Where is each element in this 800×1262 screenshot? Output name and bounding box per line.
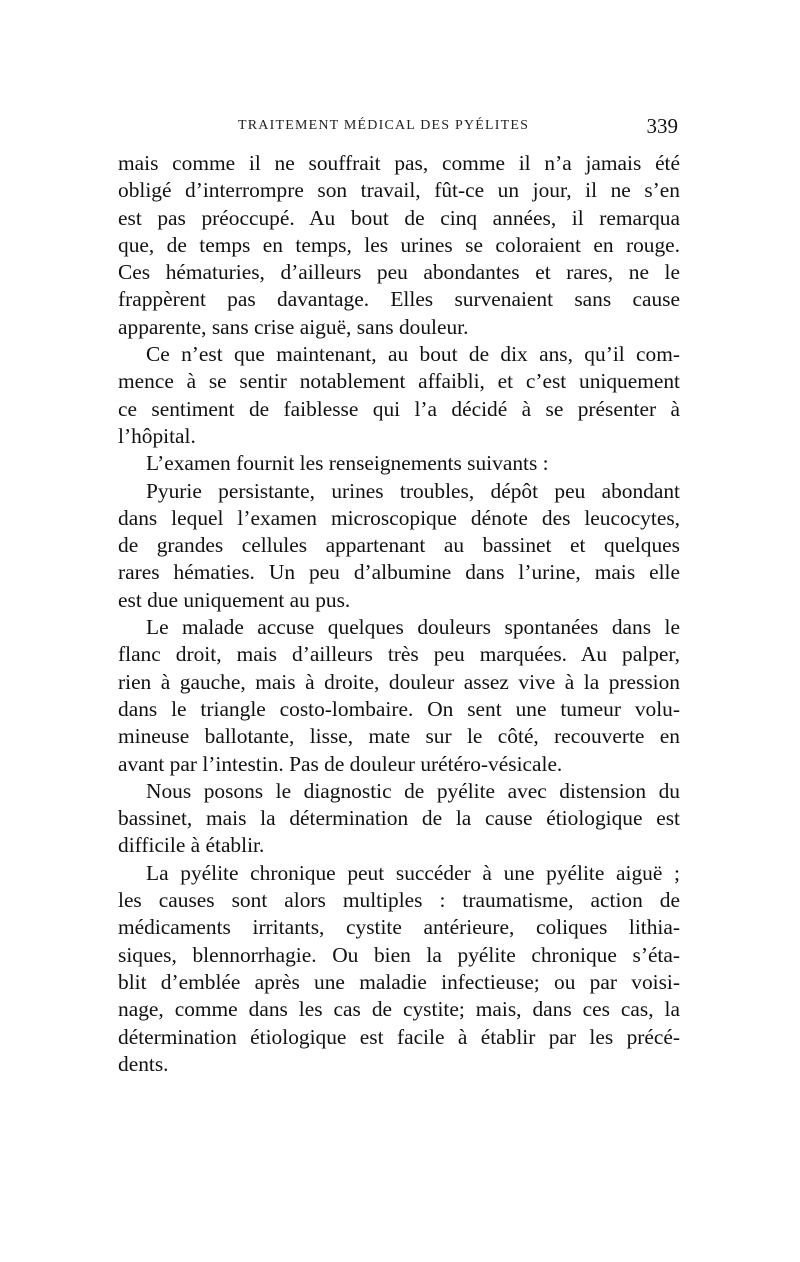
running-title: TRAITEMENT MÉDICAL DES PYÉLITES bbox=[238, 118, 530, 133]
paragraph bbox=[118, 860, 680, 1078]
text-line: rien à gauche, mais à droite, douleur assez vive à la pression bbox=[118, 669, 680, 694]
page-number: 339 bbox=[646, 114, 678, 138]
paragraph bbox=[118, 450, 680, 477]
text-line: Ce n’est que maintenant, au bout de dix ans, qu’il com- bbox=[146, 342, 680, 367]
text-line: est pas préoccupé. Au bout de cinq années, il remarqua bbox=[118, 205, 680, 230]
paragraph bbox=[118, 341, 680, 450]
text-line: est due uniquement au pus. bbox=[118, 587, 351, 612]
text-line: difficile à établir. bbox=[118, 833, 265, 858]
text-line: mais comme il ne souffrait pas, comme il n’a jamais été bbox=[118, 151, 680, 175]
paragraph bbox=[118, 478, 680, 614]
text-line: dents. bbox=[118, 1051, 169, 1076]
text-line: L’examen fournit les renseignements suivants : bbox=[146, 451, 549, 476]
paragraph bbox=[118, 614, 680, 778]
text-line: avant par l’intestin. Pas de douleur urétéro-vésicale. bbox=[118, 751, 563, 776]
text-line: flanc droit, mais d’ailleurs très peu marquées. Au palper, bbox=[118, 642, 680, 667]
text-line: La pyélite chronique peut succéder à une pyélite aiguë ; bbox=[146, 860, 680, 885]
paragraph bbox=[118, 150, 680, 341]
text-line: dans lequel l’examen microscopique dénote des leucocytes, bbox=[118, 505, 680, 530]
text-line: bassinet, mais la détermination de la cause étiologique est bbox=[118, 806, 680, 831]
text-line: l’hôpital. bbox=[118, 423, 196, 448]
text-line: apparente, sans crise aiguë, sans douleur. bbox=[118, 314, 469, 339]
text-line: médicaments irritants, cystite antérieure, coliques lithia- bbox=[118, 915, 680, 940]
text-line: siques, blennorrhagie. Ou bien la pyélite chronique s’éta- bbox=[118, 942, 680, 967]
text-line: de grandes cellules appartenant au bassinet et quelques bbox=[118, 533, 680, 558]
text-line: mence à se sentir notablement affaibli, et c’est uniquement bbox=[118, 369, 680, 394]
text-line: Le malade accuse quelques douleurs spontanées dans le bbox=[146, 615, 680, 640]
text-line: dans le triangle costo-lombaire. On sent une tumeur volu- bbox=[118, 696, 680, 721]
text-line: les causes sont alors multiples : traumatisme, action de bbox=[118, 888, 680, 913]
text-line: obligé d’interrompre son travail, fût-ce un jour, il ne s’en bbox=[118, 178, 680, 203]
text-line: ce sentiment de faiblesse qui l’a décidé à se présenter à bbox=[118, 396, 680, 421]
text-line: détermination étiologique est facile à établir par les précé- bbox=[118, 1024, 680, 1049]
text-line: Pyurie persistante, urines troubles, dépôt peu abondant bbox=[146, 478, 680, 503]
text-line: que, de temps en temps, les urines se coloraient en rouge. bbox=[118, 232, 680, 257]
body-text bbox=[118, 150, 680, 1078]
text-line: rares hématies. Un peu d’albumine dans l’urine, mais elle bbox=[118, 560, 680, 585]
text-line: Ces hématuries, d’ailleurs peu abondantes et rares, ne le bbox=[118, 260, 680, 285]
text-line: frappèrent pas davantage. Elles survenaient sans cause bbox=[118, 287, 680, 312]
paragraph bbox=[118, 778, 680, 860]
text-line: nage, comme dans les cas de cystite; mais, dans ces cas, la bbox=[118, 997, 680, 1022]
text-line: blit d’emblée après une maladie infectieuse; ou par voisi- bbox=[118, 969, 680, 994]
text-line: mineuse ballotante, lisse, mate sur le côté, recouverte en bbox=[118, 724, 680, 749]
text-line: Nous posons le diagnostic de pyélite avec distension du bbox=[146, 778, 680, 803]
running-header bbox=[118, 114, 680, 142]
